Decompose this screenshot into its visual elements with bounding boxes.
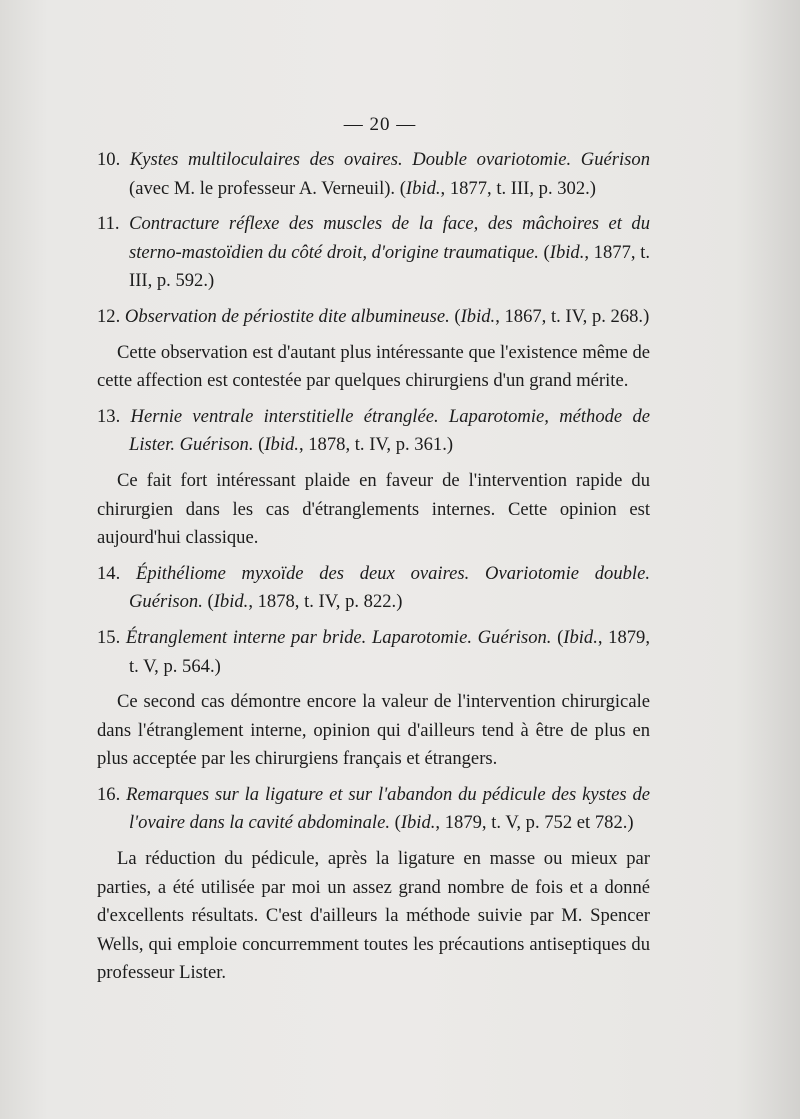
entry-ibid: Ibid. (213, 591, 249, 613)
entry-title: Observation de périostite dite albumineuse. (124, 305, 450, 327)
entry-ibid: Ibid. (405, 177, 441, 199)
entry-title: Kystes multiloculaires des ovaires. Double ovariotomie. Guérison (129, 149, 650, 170)
entry-number: 13. (97, 405, 121, 427)
page-number: — 20 — (343, 114, 417, 135)
entry-citation-prefix: (avec M. le professeur A. Verneuil). ( (129, 177, 406, 199)
publication-entry-15 (97, 624, 650, 681)
entry-ibid: Ibid. (563, 626, 598, 648)
entry-citation: , 1878, t. IV, p. 361.) (298, 434, 454, 456)
entry-citation-prefix: ( (202, 591, 214, 613)
entry-citation: , 1877, t. III, p. 592.) (129, 241, 651, 292)
entry-citation: , 1879, t. V, p. 564.) (129, 626, 650, 677)
entry-ibid: Ibid. (400, 812, 436, 834)
entry-citation: , 1878, t. IV, p. 822.) (248, 591, 403, 613)
publication-entry-14 (97, 560, 650, 617)
entry-number: 15. (97, 626, 121, 648)
entry-number: 11. (97, 213, 120, 235)
entry-commentary: Ce second cas démontre encore la valeur de l'intervention chirurgicale dans l'étranglement interne, opinion qui d'ailleurs tend à être de plus en plus acceptée par les chirurgiens français et étrangers. (97, 691, 650, 770)
entry-citation-prefix: ( (449, 305, 461, 327)
entry-number: 12. (97, 305, 121, 327)
entry-number: 10. (97, 149, 121, 170)
entry-citation-prefix: ( (538, 241, 550, 263)
entry-commentary: Ce fait fort intéressant plaide en faveur de l'intervention rapide du chirurgien dans les cas d'étranglements internes. Cette opinion est aujourd'hui classique. (97, 469, 650, 549)
entry-citation-prefix: ( (389, 812, 401, 834)
publication-list (97, 146, 650, 995)
publication-entry-13 (97, 403, 650, 460)
entry-title: Épithéliome myxoïde des deux ovaires. Ovariotomie double. Guérison. (129, 562, 650, 613)
entry-title: Étranglement interne par bride. Laparotomie. Guérison. (125, 626, 552, 648)
entry-ibid: Ibid. (549, 241, 585, 263)
entry-citation: , 1877, t. III, p. 302.) (440, 177, 596, 199)
entry-title: Remarques sur la ligature et sur l'abandon du pédicule des kystes de l'ovaire dans la cavité abdominale. (126, 783, 650, 834)
publication-entry-10 (97, 146, 650, 203)
entry-title: Contracture réflexe des muscles de la face, des mâchoires et du sterno-mastoïdien du côté droit, d'origine traumatique. (129, 213, 650, 263)
entry-title: Hernie ventrale interstitielle étranglée. Laparotomie, méthode de Lister. Guérison. (129, 405, 651, 456)
publication-entry-16 (97, 781, 650, 838)
entry-ibid: Ibid. (264, 434, 299, 456)
entry-commentary: Cette observation est d'autant plus intéressante que l'existence même de cette affection est contestée par quelques chirurgiens d'un grand mérite. (97, 341, 650, 392)
entry-number: 16. (97, 783, 121, 805)
publication-entry-12 (97, 303, 650, 332)
entry-citation-prefix: ( (253, 434, 265, 456)
entry-number: 14. (97, 562, 121, 584)
publication-entry-11 (97, 210, 650, 296)
entry-citation-prefix: ( (551, 626, 564, 648)
entry-citation: , 1867, t. IV, p. 268.) (495, 305, 650, 327)
entry-ibid: Ibid. (460, 305, 496, 327)
entry-citation: , 1879, t. V, p. 752 et 782.) (435, 812, 634, 834)
entry-commentary: La réduction du pédicule, après la ligature en masse ou mieux par parties, a été utilisée par moi un assez grand nombre de fois et a donné d'excellents résultats. C'est d'ailleurs la méthode suivie par M. Spencer Wells, qui emploie concurremment toutes les précautions antiseptiques du professeur Lister. (97, 848, 650, 984)
